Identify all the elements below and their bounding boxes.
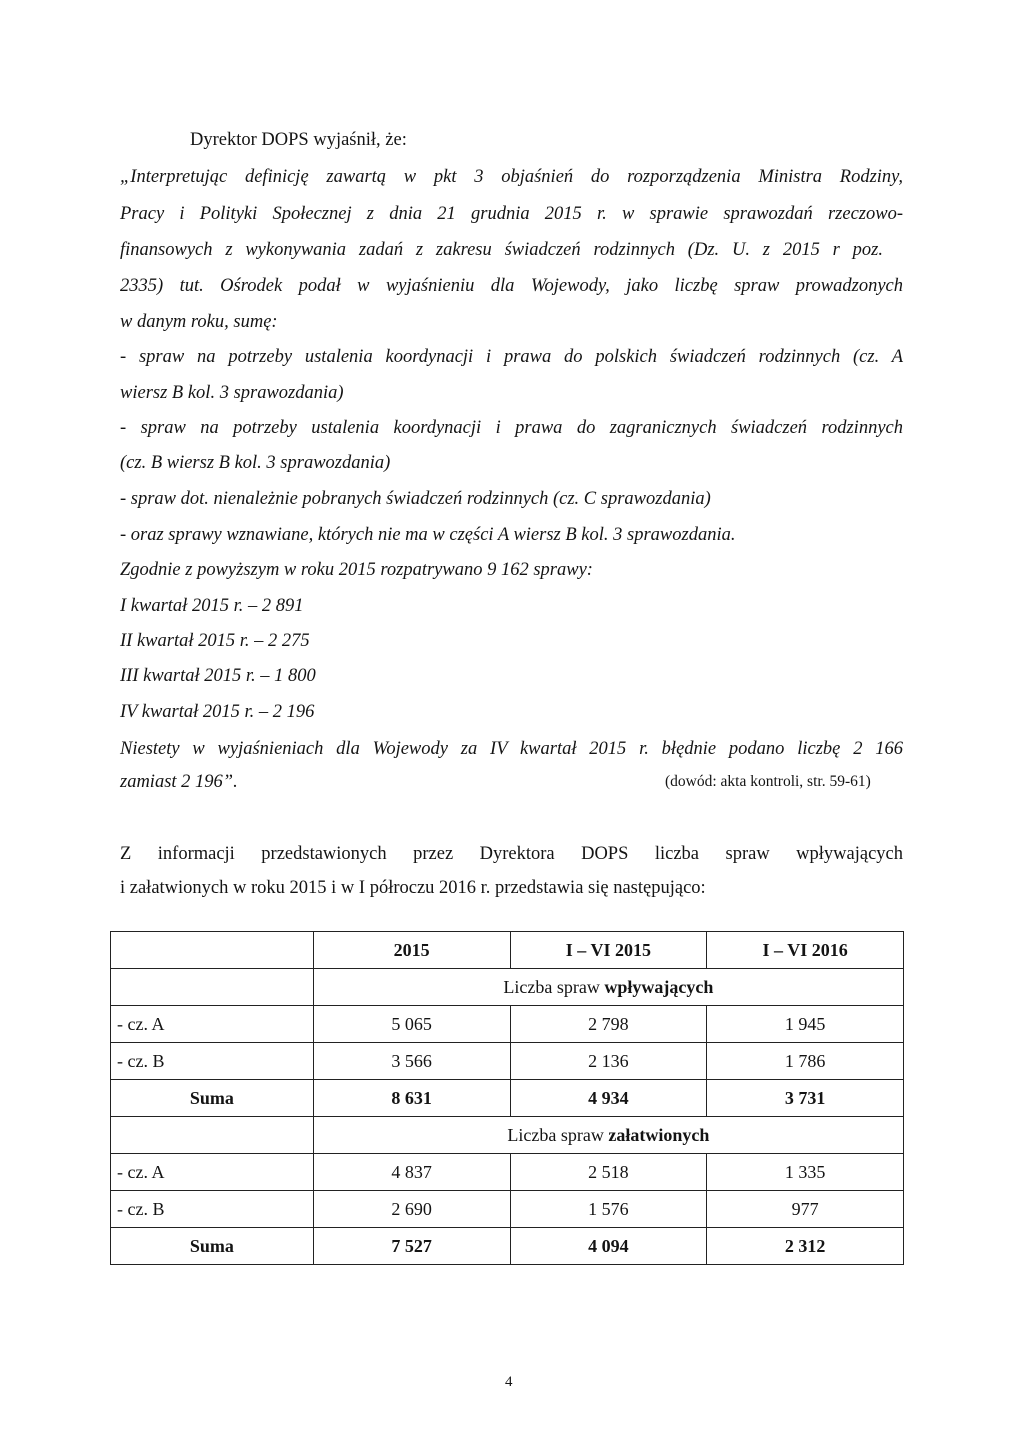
table-cell: 4 837 xyxy=(313,1154,510,1191)
table-cell: 2 312 xyxy=(707,1228,904,1265)
table-row xyxy=(111,1191,904,1228)
table-cell: - cz. B xyxy=(111,1043,314,1080)
section-title-prefix: Liczba spraw xyxy=(507,1124,609,1145)
table-cell: 4 934 xyxy=(510,1080,707,1117)
table-cell: - cz. A xyxy=(111,1154,314,1191)
table-cell xyxy=(111,969,314,1006)
section-title-bold: załatwionych xyxy=(608,1124,710,1145)
quote-line: 2335) tut. Ośrodek podał w wyjaśnieniu dla Wojewody, jako liczbę spraw prowadzonych xyxy=(120,276,903,296)
quote-line: - spraw na potrzeby ustalenia koordynacji i prawa do polskich świadczeń rodzinnych (cz. A xyxy=(120,347,903,367)
table-cell: 2 136 xyxy=(510,1043,707,1080)
quote-line: Zgodnie z powyższym w roku 2015 rozpatrywano 9 162 sprawy: xyxy=(120,560,593,580)
quote-line: „Interpretując definicję zawartą w pkt 3 objaśnień do rozporządzenia Ministra Rodziny, xyxy=(120,167,903,187)
quote-line: - oraz sprawy wznawiane, których nie ma w części A wiersz B kol. 3 sprawozdania. xyxy=(120,525,736,545)
section-title-prefix: Liczba spraw xyxy=(503,976,605,997)
table-section-row xyxy=(111,969,904,1006)
table-row xyxy=(111,1043,904,1080)
table-cell: 977 xyxy=(707,1191,904,1228)
quote-line: - spraw dot. nienależnie pobranych świadczeń rodzinnych (cz. C sprawozdania) xyxy=(120,489,711,509)
table-header-row xyxy=(111,932,904,969)
quote-line: finansowych z wykonywania zadań z zakresu świadczeń rodzinnych (Dz. U. z 2015 r poz. xyxy=(120,240,883,260)
table-cell: 1 786 xyxy=(707,1043,904,1080)
table-cell xyxy=(111,1117,314,1154)
table-row xyxy=(111,1154,904,1191)
section-title-bold: wpływających xyxy=(604,976,714,997)
page-number: 4 xyxy=(505,1374,513,1390)
quote-line: wiersz B kol. 3 sprawozdania) xyxy=(120,383,344,403)
quote-line: w danym roku, sumę: xyxy=(120,312,278,332)
table-section-row xyxy=(111,1117,904,1154)
statistics-table xyxy=(110,931,904,1265)
table-cell: 1 576 xyxy=(510,1191,707,1228)
quote-line: I kwartał 2015 r. – 2 891 xyxy=(120,596,304,616)
info-line: i załatwionych w roku 2015 i w I półroczu 2016 r. przedstawia się następująco: xyxy=(120,878,706,898)
table-cell: - cz. A xyxy=(111,1006,314,1043)
table-cell: Suma xyxy=(111,1080,314,1117)
quote-line: Pracy i Polityki Społecznej z dnia 21 grudnia 2015 r. w sprawie sprawozdań rzeczowo- xyxy=(120,204,903,224)
quote-line: (cz. B wiersz B kol. 3 sprawozdania) xyxy=(120,453,391,473)
table-cell: 2 798 xyxy=(510,1006,707,1043)
table-cell: 8 631 xyxy=(313,1080,510,1117)
table-sum-row xyxy=(111,1080,904,1117)
section-title-incoming xyxy=(313,969,903,1006)
table-cell: 2 518 xyxy=(510,1154,707,1191)
table-cell: 1 335 xyxy=(707,1154,904,1191)
table-cell: 3 566 xyxy=(313,1043,510,1080)
table-cell: 1 945 xyxy=(707,1006,904,1043)
table-header-cell: I – VI 2015 xyxy=(510,932,707,969)
quote-line: III kwartał 2015 r. – 1 800 xyxy=(120,666,316,686)
quote-line: zamiast 2 196”. xyxy=(120,772,238,792)
quote-intro: Dyrektor DOPS wyjaśnił, że: xyxy=(190,130,407,150)
quote-line: IV kwartał 2015 r. – 2 196 xyxy=(120,702,315,722)
table-cell: 2 690 xyxy=(313,1191,510,1228)
table-cell: 3 731 xyxy=(707,1080,904,1117)
table-cell: Suma xyxy=(111,1228,314,1265)
table-sum-row xyxy=(111,1228,904,1265)
table-cell: - cz. B xyxy=(111,1191,314,1228)
section-title-resolved xyxy=(313,1117,903,1154)
quote-line: Niestety w wyjaśnieniach dla Wojewody za IV kwartał 2015 r. błędnie podano liczbę 2 166 xyxy=(120,739,903,759)
info-line: Z informacji przedstawionych przez Dyrektora DOPS liczba spraw wpływających xyxy=(120,844,903,864)
quote-line: - spraw na potrzeby ustalenia koordynacji i prawa do zagranicznych świadczeń rodzinnych xyxy=(120,418,903,438)
table-cell: 5 065 xyxy=(313,1006,510,1043)
proof-reference: (dowód: akta kontroli, str. 59-61) xyxy=(665,773,871,790)
quote-line: II kwartał 2015 r. – 2 275 xyxy=(120,631,310,651)
table-cell: 4 094 xyxy=(510,1228,707,1265)
table-header-cell xyxy=(111,932,314,969)
table-row xyxy=(111,1006,904,1043)
table-header-cell: I – VI 2016 xyxy=(707,932,904,969)
table-cell: 7 527 xyxy=(313,1228,510,1265)
table-header-cell: 2015 xyxy=(313,932,510,969)
